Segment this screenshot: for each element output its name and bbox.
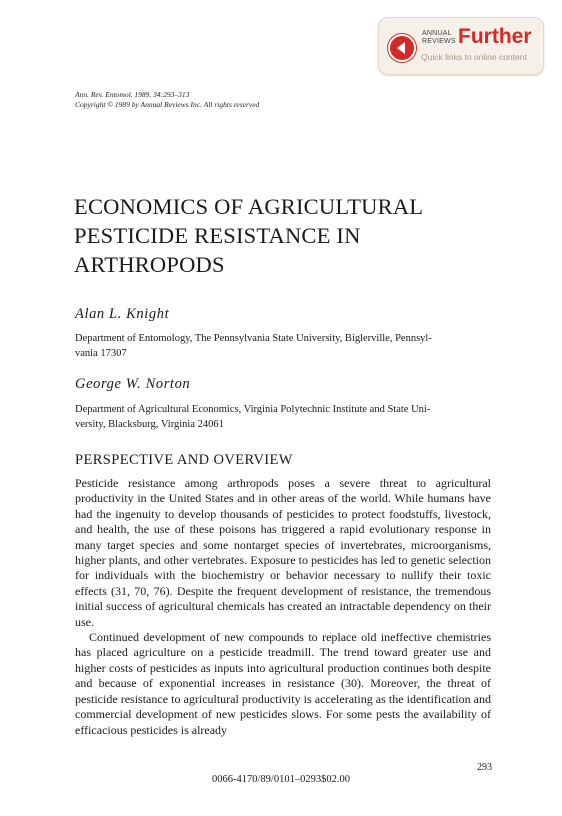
author-affiliation: Department of Agricultural Economics, Virginia Polytechnic Institute and State Uni- versity, Blacksburg, Virginia 24061: [75, 404, 431, 430]
badge-tagline: Quick links to online content: [421, 52, 527, 62]
badge-further-label: Further: [458, 25, 532, 48]
author-name: Alan L. Knight: [75, 306, 170, 322]
body-text: [75, 476, 491, 738]
paragraph: Pesticide resistance among arthropods poses a severe threat to agricultural productivity in the United States and in other areas of the world. While humans have had the ingenuity to develop thousands of pesticides to protect foodstuffs, livestock, and health, the use of these poisons has triggered a rapid evolutionary response in many target species and some nontarget species of invertebrates, microorganisms, higher plants, and other vertebrates. Exposure to pesticides has led to genetic selection for individuals with the biochemistry or behavior necessary to nullify their toxic effects (31, 70, 76). Despite the frequent development of resistance, the tremendous initial success of agricultural chemicals has created an intractable dependency on their use.: [75, 476, 491, 629]
author-affiliation: Department of Entomology, The Pennsylvania State University, Biglerville, Pennsyl- vania 17307: [75, 333, 432, 359]
paragraph: Continued development of new compounds to replace old ineffective chemistries has placed agriculture on a pesticide treadmill. The trend toward greater use and higher costs of pesticides as inputs into agricultural production continues both despite and because of exponential increases in resistance (30). Moreover, the threat of pesticide resistance to agricultural productivity is accelerating as the identification and commercial development of new pesticides slows. For some pests the availability of efficacious pesticides is already: [75, 630, 491, 737]
section-heading: PERSPECTIVE AND OVERVIEW: [75, 452, 293, 468]
citation-copyright: Copyright © 1989 by Annual Reviews Inc. All rights reserved: [75, 99, 260, 109]
article-title: ECONOMICS OF AGRICULTURAL PESTICIDE RESISTANCE IN ARTHROPODS: [74, 194, 424, 277]
page-number: 293: [477, 762, 492, 773]
footer-code: 0066-4170/89/0101–0293$02.00: [212, 774, 350, 785]
badge-annual-reviews-label: ANNUAL REVIEWS: [422, 30, 456, 45]
play-left-icon: [388, 34, 416, 62]
citation-journal: Ann. Rev. Entomol. 1989. 34:293–313: [75, 90, 190, 99]
author-name: George W. Norton: [75, 376, 191, 392]
annual-reviews-further-badge[interactable]: [378, 17, 544, 75]
citation: [75, 90, 259, 109]
